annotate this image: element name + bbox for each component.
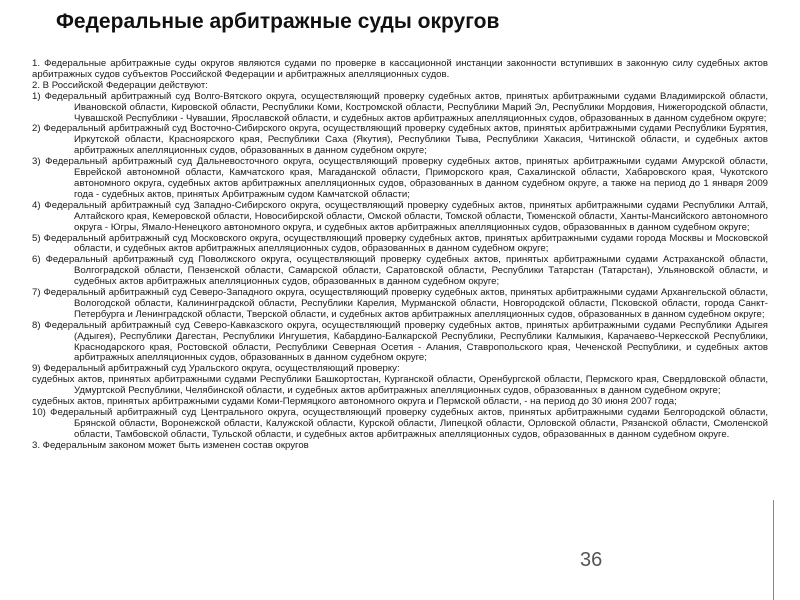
paragraph-2: 2. В Российской Федерации действуют: xyxy=(32,79,208,91)
paragraph-court-3: 3) Федеральный арбитражный суд Дальневосточного округа, осуществляющий проверку судебных актов, принятых арбитражными судами Амурской области, Еврейской автономной области, Камчатского края, Магаданской области, Приморского края, Сахалинской области, Хабаровского края, Чукотского автономного округа, судебных актов арбитражных апелляционных судов, образованных в данном судебном округе, а также на период до 1 января 2009 года - судебных актов, принятых Арбитражным судом Камчатской области; xyxy=(32,156,768,200)
paragraph-3: 3. Федеральным законом может быть изменен состав округов xyxy=(32,439,309,451)
paragraph-court-9: 9) Федеральный арбитражный суд Уральского округа, осуществляющий проверку: xyxy=(32,363,400,375)
document-body xyxy=(32,59,768,452)
page-number: 36 xyxy=(580,549,603,571)
paragraph-court-9-sub-1: судебных актов, принятых арбитражными судами Республики Башкортостан, Курганской области, Оренбургской области, Пермского края, Свердловской области, Удмуртской Республики, Челябинской области, и судебных актов арбитражных апелляционных судов, образованных в данном судебном округе; xyxy=(32,374,768,397)
paragraph-court-1: 1) Федеральный арбитражный суд Волго-Вятского округа, осуществляющий проверку судебных актов, принятых арбитражными судами Владимирской области, Ивановской области, Кировской области, Республики Коми, Костромской области, Республики Марий Эл, Республики Мордовия, Нижегородской области, Чувашской Республики - Чувашии, Ярославской области, и судебных актов арбитражных апелляционных судов, образованных в данном судебном округе; xyxy=(32,90,768,124)
slide-title: Федеральные арбитражные суды округов xyxy=(56,10,500,33)
paragraph-court-8: 8) Федеральный арбитражный суд Северо-Кавказского округа, осуществляющий проверку судебных актов, принятых арбитражными судами Республики Адыгея (Адыгея), Республики Дагестан, Республики Ингушетия, Кабардино-Балкарской Республики, Республики Калмыкия, Карачаево-Черкесской Республики, Краснодарского края, Ростовской области, Республики Северная Осетия - Алания, Ставропольского края, Чеченской Республики, и судебных актов арбитражных апелляционных судов, образованных в данном судебном округе; xyxy=(32,319,768,364)
paragraph-court-6: 6) Федеральный арбитражный суд Поволжского округа, осуществляющий проверку судебных актов, принятых арбитражными судами Астраханской области, Волгоградской области, Пензенской области, Самарской области, Саратовской области, Республики Татарстан (Татарстан), Ульяновской области, и судебных актов арбитражных апелляционных судов, образованных в данном судебном округе; xyxy=(32,254,768,288)
paragraph-court-9-sub-2: судебных актов, принятых арбитражными судами Коми-Пермяцкого автономного округа и Пермской области, - на период до 30 июня 2007 года; xyxy=(32,396,677,408)
paragraph-1: 1. Федеральные арбитражные суды округов являются судами по проверке в кассационной инстанции законности вступивших в законную силу судебных актов арбитражных судов субъектов Российской Федерации и арбитражных апелляционных судов. xyxy=(32,58,768,80)
paragraph-court-7: 7) Федеральный арбитражный суд Северо-Западного округа, осуществляющий проверку судебных актов, принятых арбитражными судами Архангельской области, Вологодской области, Калининградской области, Республики Карелия, Мурманской области, Новгородской области, Псковской области, города Санкт-Петербурга и Ленинградской области, Тверской области, и судебных актов арбитражных апелляционных судов, образованных в данном судебном округе; xyxy=(32,287,768,320)
paragraph-court-10: 10) Федеральный арбитражный суд Центрального округа, осуществляющий проверку судебных актов, принятых арбитражными судами Белгородской области, Брянской области, Воронежской области, Калужской области, Курской области, Липецкой области, Орловской области, Рязанской области, Смоленской области, Тамбовской области, Тульской области, и судебных актов арбитражных апелляционных судов, образованных в данном судебном округе. xyxy=(32,407,768,440)
paragraph-court-4: 4) Федеральный арбитражный суд Западно-Сибирского округа, осуществляющий проверку судебных актов, принятых арбитражными судами Республики Алтай, Алтайского края, Кемеровской области, Новосибирской области, Омской области, Томской области, Тюменской области, Ханты-Мансийского автономного округа - Югры, Ямало-Ненецкого автономного округа, и судебных актов арбитражных апелляционных судов, образованных в данном судебном округе; xyxy=(32,199,768,233)
paragraph-court-5: 5) Федеральный арбитражный суд Московского округа, осуществляющий проверку судебных актов, принятых арбитражными судами города Москвы и Московской области, и судебных актов арбитражных апелляционных судов, образованных в данном судебном округе; xyxy=(32,232,768,255)
margin-divider xyxy=(773,500,774,600)
paragraph-court-2: 2) Федеральный арбитражный суд Восточно-Сибирского округа, осуществляющий проверку судебных актов, принятых арбитражными судами Республики Бурятия, Иркутской области, Красноярского края, Республики Саха (Якутия), Республики Тыва, Республики Хакасия, Читинской области, и судебных актов арбитражных апелляционных судов, образованных в данном судебном округе; xyxy=(32,123,768,157)
